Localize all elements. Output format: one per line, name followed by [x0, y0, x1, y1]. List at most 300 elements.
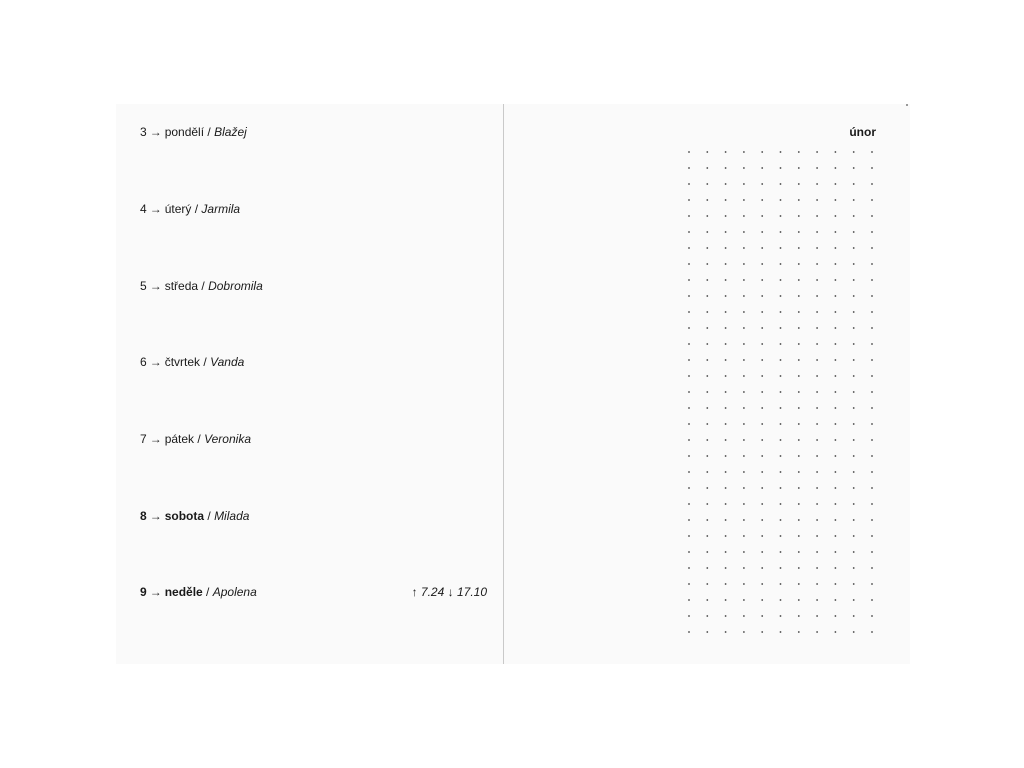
- grid-dot: [761, 599, 763, 601]
- separator: /: [197, 432, 201, 446]
- grid-dot: [835, 423, 837, 425]
- grid-dot: [725, 167, 727, 169]
- grid-dot: [706, 535, 708, 537]
- grid-dot: [743, 519, 745, 521]
- grid-dot: [816, 519, 818, 521]
- grid-dot: [780, 215, 782, 217]
- grid-dot: [853, 215, 855, 217]
- grid-dot: [743, 503, 745, 505]
- grid-dot: [725, 231, 727, 233]
- grid-dot: [780, 359, 782, 361]
- day-entry-3[interactable]: [140, 124, 247, 140]
- day-entry-8[interactable]: [140, 508, 249, 524]
- grid-dot: [725, 599, 727, 601]
- grid-dot: [743, 247, 745, 249]
- grid-dot: [835, 439, 837, 441]
- grid-dot: [743, 551, 745, 553]
- grid-dot: [688, 247, 690, 249]
- grid-dot: [761, 583, 763, 585]
- grid-dot: [798, 343, 800, 345]
- grid-dot: [706, 631, 708, 633]
- grid-dot: [743, 183, 745, 185]
- sunrise-arrow-icon: ↑: [411, 585, 418, 599]
- grid-dot: [688, 167, 690, 169]
- grid-dot: [761, 455, 763, 457]
- grid-dot: [743, 327, 745, 329]
- grid-dot: [743, 455, 745, 457]
- grid-dot: [816, 183, 818, 185]
- grid-dot: [706, 487, 708, 489]
- grid-dot: [780, 295, 782, 297]
- nameday: Milada: [214, 509, 250, 523]
- grid-dot: [871, 183, 873, 185]
- grid-dot: [761, 327, 763, 329]
- grid-dot: [871, 343, 873, 345]
- grid-dot: [835, 199, 837, 201]
- grid-dot: [835, 311, 837, 313]
- grid-dot: [725, 439, 727, 441]
- grid-dot: [761, 343, 763, 345]
- grid-dot: [853, 535, 855, 537]
- weekday-name: čtvrtek: [164, 355, 201, 369]
- dot-grid[interactable]: [687, 150, 877, 640]
- weekday-name: pondělí: [164, 125, 205, 139]
- grid-dot: [835, 375, 837, 377]
- grid-dot: [871, 151, 873, 153]
- grid-dot: [743, 407, 745, 409]
- grid-dot: [798, 311, 800, 313]
- grid-dot: [871, 247, 873, 249]
- day-number: 3: [140, 125, 147, 139]
- grid-dot: [725, 423, 727, 425]
- grid-dot: [853, 519, 855, 521]
- grid-dot: [835, 359, 837, 361]
- grid-dot: [688, 519, 690, 521]
- grid-dot: [743, 631, 745, 633]
- grid-dot: [816, 263, 818, 265]
- grid-dot: [816, 439, 818, 441]
- grid-dot: [853, 615, 855, 617]
- grid-dot: [780, 583, 782, 585]
- grid-dot: [780, 279, 782, 281]
- day-number: 7: [140, 432, 147, 446]
- grid-dot: [743, 535, 745, 537]
- grid-dot: [871, 471, 873, 473]
- grid-dot: [853, 151, 855, 153]
- grid-dot: [780, 167, 782, 169]
- grid-dot: [835, 407, 837, 409]
- grid-dot: [706, 583, 708, 585]
- grid-dot: [835, 487, 837, 489]
- grid-dot: [798, 359, 800, 361]
- grid-dot: [871, 455, 873, 457]
- grid-dot: [798, 631, 800, 633]
- grid-dot: [798, 199, 800, 201]
- sunset-time: 17.10: [456, 585, 487, 599]
- grid-dot: [853, 359, 855, 361]
- grid-dot: [688, 567, 690, 569]
- grid-dot: [706, 359, 708, 361]
- corner-mark: [906, 104, 908, 106]
- grid-dot: [688, 471, 690, 473]
- day-number: 8: [140, 509, 147, 523]
- grid-dot: [798, 247, 800, 249]
- grid-dot: [688, 295, 690, 297]
- grid-dot: [835, 455, 837, 457]
- grid-dot: [798, 599, 800, 601]
- grid-dot: [780, 615, 782, 617]
- grid-dot: [816, 487, 818, 489]
- grid-dot: [743, 279, 745, 281]
- weekday-name: neděle: [164, 585, 203, 599]
- grid-dot: [761, 359, 763, 361]
- separator: /: [206, 585, 210, 599]
- grid-dot: [835, 327, 837, 329]
- grid-dot: [853, 439, 855, 441]
- grid-dot: [816, 455, 818, 457]
- grid-dot: [688, 551, 690, 553]
- grid-dot: [780, 599, 782, 601]
- grid-dot: [853, 167, 855, 169]
- grid-dot: [743, 375, 745, 377]
- grid-dot: [743, 359, 745, 361]
- grid-dot: [725, 295, 727, 297]
- day-entry-6[interactable]: [140, 354, 244, 370]
- grid-dot: [835, 519, 837, 521]
- grid-dot: [835, 279, 837, 281]
- grid-dot: [871, 631, 873, 633]
- grid-dot: [725, 535, 727, 537]
- weekday-name: pátek: [164, 432, 195, 446]
- grid-dot: [761, 567, 763, 569]
- right-page: [504, 104, 910, 664]
- grid-dot: [835, 343, 837, 345]
- nameday: Jarmila: [201, 202, 241, 216]
- grid-dot: [688, 343, 690, 345]
- grid-dot: [780, 471, 782, 473]
- grid-dot: [780, 263, 782, 265]
- grid-dot: [761, 615, 763, 617]
- grid-dot: [725, 247, 727, 249]
- grid-dot: [706, 263, 708, 265]
- grid-dot: [853, 583, 855, 585]
- grid-dot: [780, 343, 782, 345]
- grid-dot: [853, 295, 855, 297]
- grid-dot: [725, 519, 727, 521]
- grid-dot: [725, 279, 727, 281]
- grid-dot: [835, 471, 837, 473]
- grid-dot: [688, 183, 690, 185]
- grid-dot: [706, 215, 708, 217]
- separator: /: [203, 355, 207, 369]
- day-number: 4: [140, 202, 147, 216]
- grid-dot: [871, 551, 873, 553]
- grid-dot: [780, 199, 782, 201]
- grid-dot: [816, 535, 818, 537]
- grid-dot: [780, 375, 782, 377]
- left-page: [116, 104, 503, 664]
- grid-dot: [688, 407, 690, 409]
- grid-dot: [743, 439, 745, 441]
- grid-dot: [706, 503, 708, 505]
- grid-dot: [871, 327, 873, 329]
- grid-dot: [798, 455, 800, 457]
- grid-dot: [761, 231, 763, 233]
- grid-dot: [743, 391, 745, 393]
- grid-dot: [688, 151, 690, 153]
- grid-dot: [871, 359, 873, 361]
- grid-dot: [816, 615, 818, 617]
- arrow-right-icon: →: [149, 355, 162, 369]
- nameday: Apolena: [212, 585, 257, 599]
- grid-dot: [798, 615, 800, 617]
- grid-dot: [743, 167, 745, 169]
- grid-dot: [835, 231, 837, 233]
- grid-dot: [706, 423, 708, 425]
- grid-dot: [835, 599, 837, 601]
- grid-dot: [871, 391, 873, 393]
- grid-dot: [688, 231, 690, 233]
- grid-dot: [688, 439, 690, 441]
- grid-dot: [798, 503, 800, 505]
- grid-dot: [706, 247, 708, 249]
- grid-dot: [688, 503, 690, 505]
- grid-dot: [706, 375, 708, 377]
- grid-dot: [798, 423, 800, 425]
- grid-dot: [853, 391, 855, 393]
- grid-dot: [688, 359, 690, 361]
- grid-dot: [706, 391, 708, 393]
- grid-dot: [688, 631, 690, 633]
- weekday-name: středa: [164, 279, 199, 293]
- grid-dot: [798, 551, 800, 553]
- grid-dot: [871, 375, 873, 377]
- grid-dot: [871, 423, 873, 425]
- grid-dot: [725, 199, 727, 201]
- grid-dot: [688, 583, 690, 585]
- grid-dot: [853, 327, 855, 329]
- grid-dot: [761, 263, 763, 265]
- grid-dot: [688, 279, 690, 281]
- grid-dot: [871, 567, 873, 569]
- grid-dot: [743, 423, 745, 425]
- grid-dot: [743, 263, 745, 265]
- arrow-right-icon: →: [149, 202, 162, 216]
- grid-dot: [706, 327, 708, 329]
- grid-dot: [835, 183, 837, 185]
- grid-dot: [798, 567, 800, 569]
- grid-dot: [743, 599, 745, 601]
- grid-dot: [706, 279, 708, 281]
- grid-dot: [761, 471, 763, 473]
- grid-dot: [835, 615, 837, 617]
- separator: /: [207, 125, 211, 139]
- grid-dot: [725, 487, 727, 489]
- day-number: 9: [140, 585, 147, 599]
- grid-dot: [780, 407, 782, 409]
- grid-dot: [816, 343, 818, 345]
- grid-dot: [798, 375, 800, 377]
- grid-dot: [780, 151, 782, 153]
- grid-dot: [706, 167, 708, 169]
- grid-dot: [816, 167, 818, 169]
- grid-dot: [816, 375, 818, 377]
- grid-dot: [688, 311, 690, 313]
- grid-dot: [780, 487, 782, 489]
- grid-dot: [835, 295, 837, 297]
- grid-dot: [688, 215, 690, 217]
- grid-dot: [743, 151, 745, 153]
- grid-dot: [780, 183, 782, 185]
- separator: /: [207, 509, 211, 523]
- grid-dot: [835, 391, 837, 393]
- grid-dot: [688, 615, 690, 617]
- grid-dot: [835, 151, 837, 153]
- grid-dot: [816, 231, 818, 233]
- grid-dot: [761, 519, 763, 521]
- grid-dot: [688, 599, 690, 601]
- grid-dot: [780, 423, 782, 425]
- grid-dot: [871, 535, 873, 537]
- grid-dot: [688, 455, 690, 457]
- grid-dot: [798, 327, 800, 329]
- grid-dot: [853, 503, 855, 505]
- grid-dot: [780, 311, 782, 313]
- grid-dot: [816, 503, 818, 505]
- arrow-right-icon: →: [149, 509, 162, 523]
- grid-dot: [816, 247, 818, 249]
- grid-dot: [761, 439, 763, 441]
- grid-dot: [871, 503, 873, 505]
- grid-dot: [853, 567, 855, 569]
- grid-dot: [706, 231, 708, 233]
- grid-dot: [798, 167, 800, 169]
- grid-dot: [706, 407, 708, 409]
- grid-dot: [798, 583, 800, 585]
- grid-dot: [688, 535, 690, 537]
- grid-dot: [725, 215, 727, 217]
- grid-dot: [871, 439, 873, 441]
- grid-dot: [706, 455, 708, 457]
- grid-dot: [725, 471, 727, 473]
- grid-dot: [853, 311, 855, 313]
- grid-dot: [816, 295, 818, 297]
- grid-dot: [798, 231, 800, 233]
- grid-dot: [871, 215, 873, 217]
- grid-dot: [706, 471, 708, 473]
- grid-dot: [725, 327, 727, 329]
- separator: /: [194, 202, 199, 216]
- grid-dot: [853, 343, 855, 345]
- sun-times: [412, 584, 487, 600]
- day-entry-7[interactable]: [140, 431, 251, 447]
- grid-dot: [871, 167, 873, 169]
- grid-dot: [835, 567, 837, 569]
- day-entry-4[interactable]: [140, 201, 240, 217]
- grid-dot: [816, 407, 818, 409]
- grid-dot: [743, 295, 745, 297]
- grid-dot: [853, 423, 855, 425]
- nameday: Vanda: [210, 355, 245, 369]
- grid-dot: [761, 375, 763, 377]
- day-entry-5[interactable]: [140, 278, 263, 294]
- grid-dot: [725, 551, 727, 553]
- grid-dot: [835, 263, 837, 265]
- grid-dot: [725, 455, 727, 457]
- weekday-name: úterý: [164, 202, 192, 216]
- grid-dot: [780, 631, 782, 633]
- grid-dot: [871, 519, 873, 521]
- grid-dot: [798, 535, 800, 537]
- grid-dot: [853, 471, 855, 473]
- grid-dot: [798, 215, 800, 217]
- grid-dot: [780, 439, 782, 441]
- grid-dot: [798, 407, 800, 409]
- arrow-right-icon: →: [149, 585, 162, 599]
- grid-dot: [743, 215, 745, 217]
- grid-dot: [706, 199, 708, 201]
- grid-dot: [743, 567, 745, 569]
- grid-dot: [761, 167, 763, 169]
- grid-dot: [835, 503, 837, 505]
- grid-dot: [743, 615, 745, 617]
- grid-dot: [761, 215, 763, 217]
- grid-dot: [853, 487, 855, 489]
- grid-dot: [725, 583, 727, 585]
- separator: /: [201, 279, 205, 293]
- grid-dot: [706, 599, 708, 601]
- grid-dot: [871, 279, 873, 281]
- grid-dot: [725, 503, 727, 505]
- grid-dot: [798, 151, 800, 153]
- day-entry-9[interactable]: [140, 584, 257, 600]
- grid-dot: [835, 551, 837, 553]
- grid-dot: [853, 551, 855, 553]
- sunset-arrow-icon: ↓: [447, 585, 454, 599]
- grid-dot: [853, 407, 855, 409]
- grid-dot: [706, 343, 708, 345]
- grid-dot: [871, 599, 873, 601]
- grid-dot: [706, 311, 708, 313]
- grid-dot: [780, 551, 782, 553]
- grid-dot: [871, 583, 873, 585]
- grid-dot: [816, 279, 818, 281]
- grid-dot: [853, 631, 855, 633]
- grid-dot: [761, 199, 763, 201]
- nameday: Dobromila: [208, 279, 263, 293]
- grid-dot: [725, 151, 727, 153]
- grid-dot: [853, 375, 855, 377]
- grid-dot: [688, 199, 690, 201]
- grid-dot: [688, 391, 690, 393]
- grid-dot: [761, 423, 763, 425]
- grid-dot: [816, 551, 818, 553]
- grid-dot: [853, 199, 855, 201]
- grid-dot: [871, 263, 873, 265]
- grid-dot: [743, 583, 745, 585]
- nameday: Veronika: [204, 432, 251, 446]
- grid-dot: [816, 583, 818, 585]
- month-title: únor: [849, 125, 876, 139]
- grid-dot: [743, 487, 745, 489]
- grid-dot: [871, 231, 873, 233]
- grid-dot: [853, 455, 855, 457]
- grid-dot: [706, 183, 708, 185]
- grid-dot: [816, 391, 818, 393]
- grid-dot: [853, 263, 855, 265]
- grid-dot: [688, 327, 690, 329]
- grid-dot: [816, 471, 818, 473]
